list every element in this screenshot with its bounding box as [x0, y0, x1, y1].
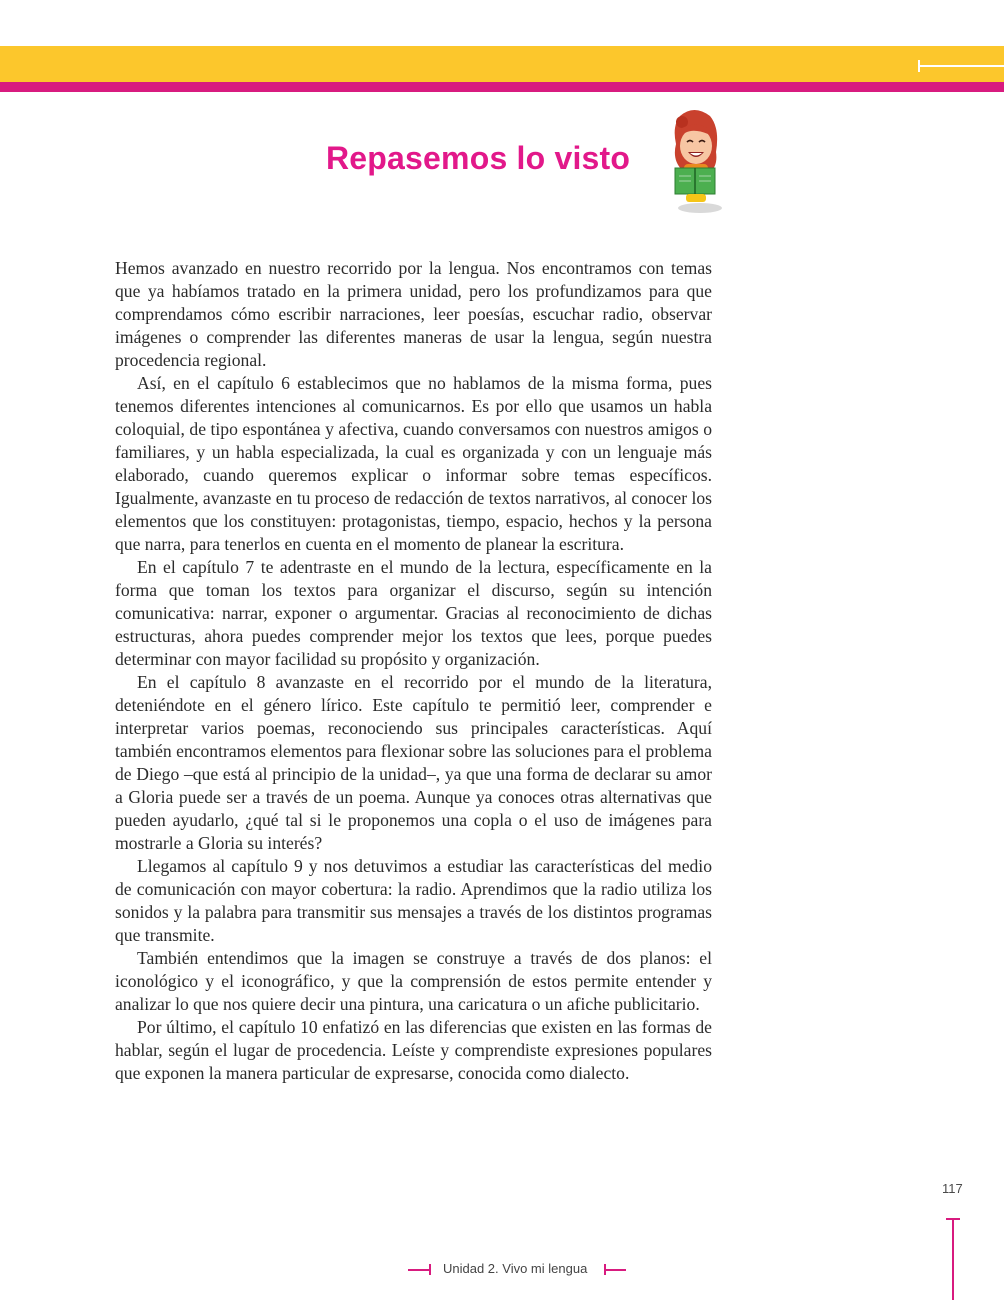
girl-reading-book-icon	[660, 108, 730, 216]
page-number: 117	[942, 1181, 963, 1196]
footer-unit-label	[408, 1260, 628, 1278]
side-marker-line	[952, 1218, 954, 1300]
paragraph-chapter-8: En el capítulo 8 avanzaste en el recorrido por el mundo de la literatura, deteniéndote en el género lírico. Este capítulo te permitió leer, comprender e interpretar varios poemas, reconociendo sus principales características. Aquí también encontramos elementos para flexionar sobre las soluciones para el problema de Diego –que está al principio de la unidad–, ya que una forma de declarar su amor a Gloria puede ser a través de un poema. Aunque ya conoces otras alternativas que pueden ayudarlo, ¿qué tal si le proponemos una copla o el uso de imágenes para mostrarle a Gloria su interés?	[115, 672, 712, 853]
unit-number: Unidad 2.	[443, 1261, 499, 1276]
unit-name: Vivo mi lengua	[498, 1261, 588, 1276]
summary-text	[115, 257, 712, 1085]
paragraph-intro: Hemos avanzado en nuestro recorrido por la lengua. Nos encontramos con temas que ya habíamos tratado en la primera unidad, pero los profundizamos para que comprendamos cómo escribir narraciones, leer poesías, escuchar radio, observar imágenes o comprender las diferentes maneras de usar la lengua, según nuestra procedencia regional.	[115, 258, 712, 370]
page-title: Repasemos lo visto	[326, 140, 631, 176]
header-tick-cap	[918, 60, 920, 72]
paragraph-chapter-6: Así, en el capítulo 6 establecimos que no hablamos de la misma forma, pues tenemos diferentes intenciones al comunicarnos. Es por ello que usamos un habla coloquial, de tipo espontánea y afectiva, cuando conversamos con nuestros amigos o familiares, y un habla especializada, la cual es organizada y con un lenguaje más elaborado, cuando queremos explicar o informar sobre temas específicos. Igualmente, avanzaste en tu proceso de redacción de textos narrativos, al conocer los elementos que los constituyen: protagonistas, tiempo, espacio, hechos y la persona que narra, para tenerlos en cuenta en el momento de planear la escritura.	[115, 373, 712, 554]
header-band-yellow	[0, 46, 1004, 82]
footer-text	[443, 1261, 587, 1276]
header-tick-line	[918, 65, 1004, 67]
paragraph-chapter-10: Por último, el capítulo 10 enfatizó en las diferencias que existen en las formas de hablar, según el lugar de procedencia. Leíste y comprendiste expresiones populares que exponen la manera particular de expresarse, conocida como dialecto.	[115, 1017, 712, 1083]
header-band-magenta	[0, 82, 1004, 92]
footer-line-left	[408, 1269, 430, 1271]
paragraph-chapter-7: En el capítulo 7 te adentraste en el mundo de la lectura, específicamente en la forma que toman los textos para organizar el discurso, según su intención comunicativa: narrar, exponer o argumentar. Gracias al reconocimiento de dichas estructuras, ahora puedes comprender mejor los textos que lees, porque puedes determinar con mayor facilidad su propósito y organización.	[115, 557, 712, 669]
footer-cap-left	[429, 1264, 431, 1275]
paragraph-chapter-9: Llegamos al capítulo 9 y nos detuvimos a estudiar las características del medio de comunicación con mayor cobertura: la radio. Aprendimos que la radio utiliza los sonidos y la palabra para transmitir sus mensajes a través de los distintos programas que transmite.	[115, 856, 712, 945]
paragraph-image: También entendimos que la imagen se construye a través de dos planos: el iconológico y el iconográfico, y que la comprensión de estos permite entender y analizar lo que nos quiere decir una pintura, una caricatura o un afiche publicitario.	[115, 948, 712, 1014]
footer-line-right	[604, 1269, 626, 1271]
